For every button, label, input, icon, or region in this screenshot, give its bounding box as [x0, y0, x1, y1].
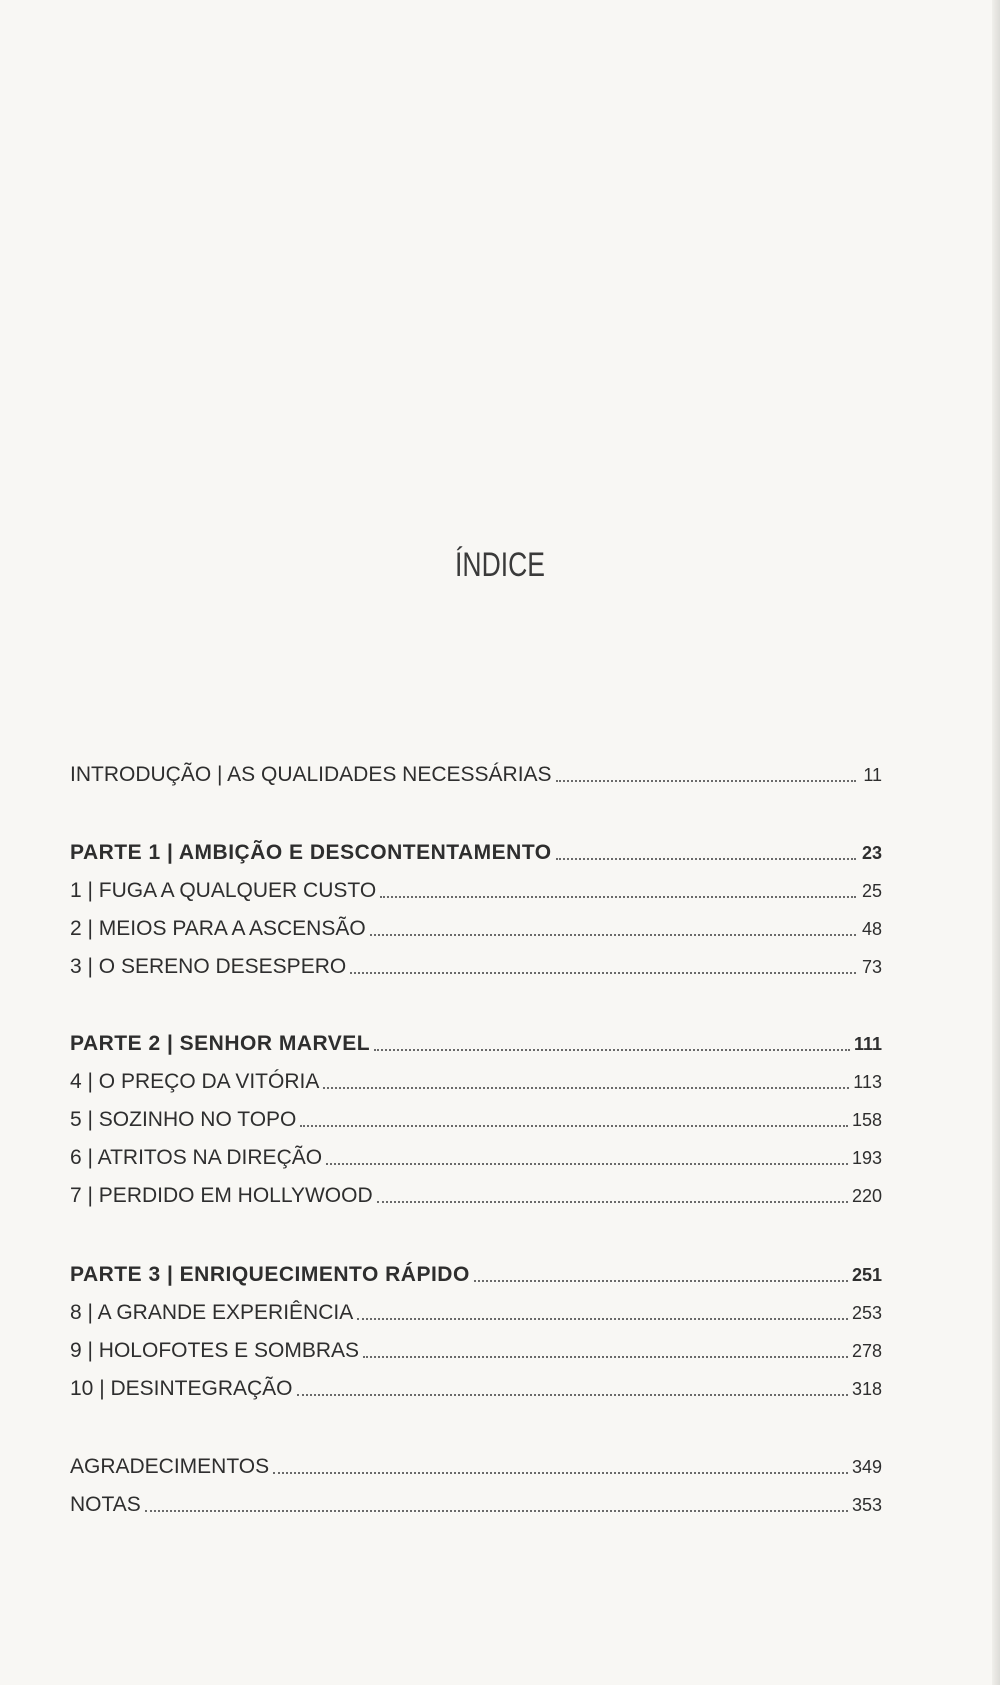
toc-entry-page: 158	[851, 1110, 882, 1130]
toc-leader-dots	[350, 972, 856, 974]
toc-entry-chapter-10	[70, 1376, 882, 1402]
toc-leader-dots	[363, 1356, 848, 1358]
toc-entry-page: 113	[853, 1072, 882, 1092]
toc-entry-label: 2 | MEIOS PARA A ASCENSÃO	[70, 917, 366, 940]
toc-entry-page: 253	[851, 1303, 882, 1323]
toc-entry-page: 353	[851, 1495, 882, 1515]
toc-leader-dots	[145, 1510, 848, 1512]
toc-entry-page: 251	[851, 1265, 882, 1285]
toc-entry-page: 23	[861, 843, 882, 863]
toc-entry-chapter-5	[70, 1107, 882, 1133]
toc-entry-chapter-3	[70, 954, 882, 980]
toc-entry-introduction	[70, 762, 882, 788]
toc-leader-dots	[370, 934, 856, 936]
toc-leader-dots	[323, 1087, 849, 1089]
toc-entry-page: 349	[851, 1457, 882, 1477]
toc-leader-dots	[374, 1049, 850, 1051]
toc-entry-page: 220	[851, 1186, 882, 1206]
toc-entry-label: 9 | HOLOFOTES E SOMBRAS	[70, 1339, 360, 1362]
toc-entry-label: 4 | O PREÇO DA VITÓRIA	[70, 1070, 320, 1093]
toc-entry-label: INTRODUÇÃO | AS QUALIDADES NECESSÁRIAS	[70, 763, 552, 786]
toc-leader-dots	[300, 1125, 848, 1127]
toc-entry-notes	[70, 1492, 882, 1518]
toc-entry-chapter-8	[70, 1300, 882, 1326]
toc-entry-chapter-9	[70, 1338, 882, 1364]
toc-leader-dots	[380, 896, 856, 898]
toc-entry-page: 73	[861, 957, 882, 977]
toc-leader-dots	[556, 780, 856, 782]
toc-entry-part-1	[70, 840, 882, 866]
toc-entry-page: 11	[863, 765, 882, 785]
toc-entry-chapter-2	[70, 916, 882, 942]
toc-entry-label: PARTE 2 | SENHOR MARVEL	[70, 1032, 371, 1055]
toc-leader-dots	[273, 1472, 848, 1474]
toc-entry-page: 111	[853, 1034, 882, 1054]
toc-entry-page: 48	[861, 919, 882, 939]
toc-entry-label: 5 | SOZINHO NO TOPO	[70, 1108, 297, 1131]
toc-entry-label: NOTAS	[70, 1493, 141, 1516]
toc-entry-label: PARTE 1 | AMBIÇÃO E DESCONTENTAMENTO	[70, 841, 552, 864]
toc-leader-dots	[297, 1394, 848, 1396]
toc-leader-dots	[474, 1280, 848, 1282]
toc-leader-dots	[556, 858, 856, 860]
page-edge-shadow	[992, 0, 1000, 1685]
toc-entry-label: AGRADECIMENTOS	[70, 1455, 270, 1478]
toc-entry-label: 6 | ATRITOS NA DIREÇÃO	[70, 1146, 323, 1169]
toc-entry-acknowledgements	[70, 1454, 882, 1480]
toc-leader-dots	[357, 1318, 848, 1320]
toc-leader-dots	[326, 1163, 848, 1165]
toc-entry-label: 10 | DESINTEGRAÇÃO	[70, 1377, 293, 1400]
toc-entry-page: 278	[851, 1341, 882, 1361]
toc-entry-part-3	[70, 1262, 882, 1288]
toc-entry-chapter-6	[70, 1145, 882, 1171]
toc-leader-dots	[377, 1201, 848, 1203]
toc-entry-chapter-4	[70, 1069, 882, 1095]
toc-entry-chapter-1	[70, 878, 882, 904]
toc-entry-label: 1 | FUGA A QUALQUER CUSTO	[70, 879, 377, 902]
toc-entry-part-2	[70, 1031, 882, 1057]
toc-entry-label: 3 | O SERENO DESESPERO	[70, 955, 347, 978]
page-title: ÍNDICE	[455, 546, 545, 584]
toc-entry-chapter-7	[70, 1183, 882, 1209]
toc-entry-page: 25	[861, 881, 882, 901]
toc-entry-label: 8 | A GRANDE EXPERIÊNCIA	[70, 1301, 354, 1324]
toc-entry-page: 193	[851, 1148, 882, 1168]
toc-entry-page: 318	[851, 1379, 882, 1399]
toc-entry-label: 7 | PERDIDO EM HOLLYWOOD	[70, 1184, 373, 1207]
toc-entry-label: PARTE 3 | ENRIQUECIMENTO RÁPIDO	[70, 1263, 470, 1286]
